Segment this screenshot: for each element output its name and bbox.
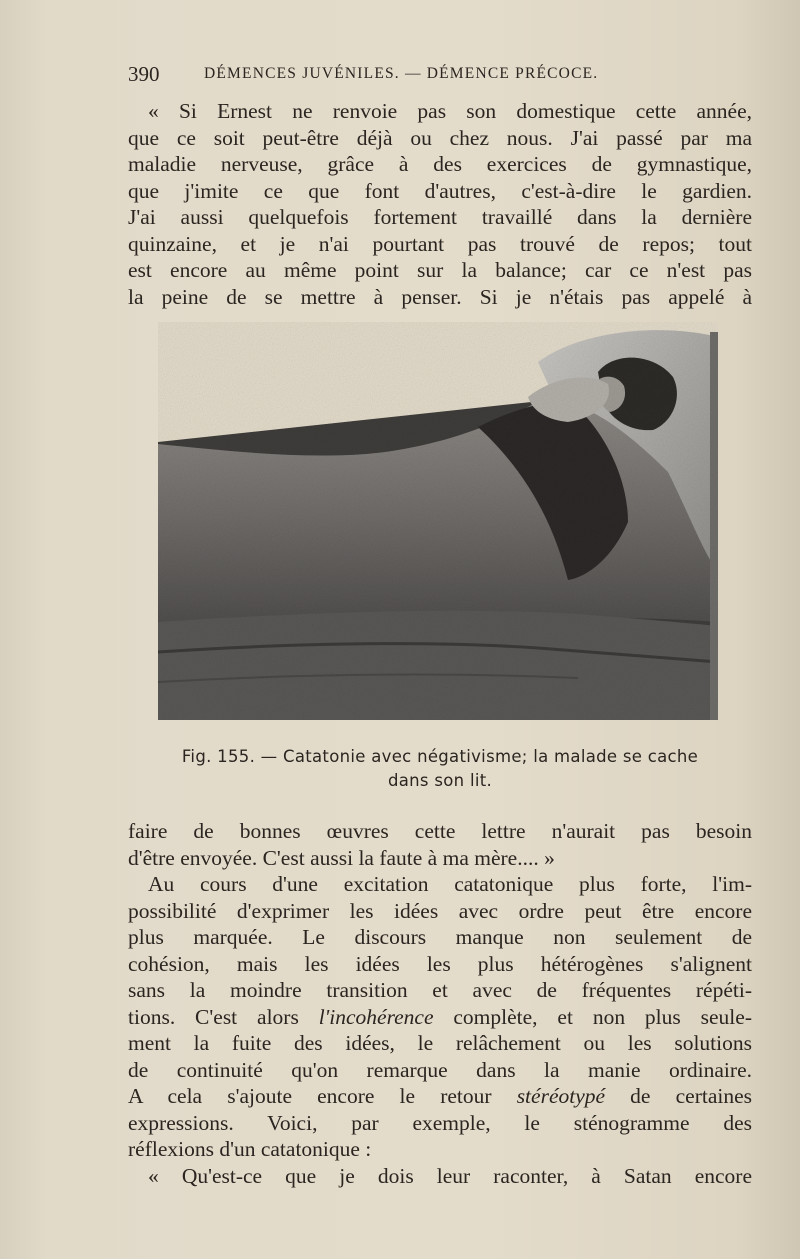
text-line: Au cours d'une excitation catatonique plus forte, l'im- xyxy=(148,872,752,896)
paragraph-letter-quote xyxy=(128,98,752,310)
running-head: DÉMENCES JUVÉNILES. — DÉMENCE PRÉCOCE. xyxy=(204,65,599,82)
emphasis-incoherence: l'incohérence xyxy=(318,1004,434,1029)
text-segment: complète, et non plus seule- xyxy=(433,1004,752,1029)
emphasis-stereotype: stéréotypé xyxy=(516,1084,606,1108)
text-line: plus marquée. Le discours manque non seulement de xyxy=(128,925,752,949)
text-line: ment la fuite des idées, le relâchement ou les solutions xyxy=(128,1031,752,1055)
text-segment: A cela s'ajoute encore le retour xyxy=(128,1084,517,1108)
text-line: que ce soit peut-être déjà ou chez nous. J'ai passé par ma xyxy=(128,125,752,150)
text-line: que j'imite ce que font d'autres, c'est-à-dire le gardien. xyxy=(128,178,752,203)
text-line: faire de bonnes œuvres cette lettre n'aurait pas besoin xyxy=(128,819,752,843)
figure-photograph xyxy=(158,322,718,720)
text-line: J'ai aussi quelquefois fortement travaillé dans la dernière xyxy=(128,205,752,229)
text-line xyxy=(128,1004,752,1031)
text-line: cohésion, mais les idées les plus hétérogènes s'alignent xyxy=(128,951,752,976)
text-line: de continuité qu'on remarque dans la manie ordinaire. xyxy=(128,1057,752,1082)
text-line: possibilité d'exprimer les idées avec ordre peut être encore xyxy=(128,898,752,923)
text-line: réflexions d'un catatonique : xyxy=(128,1137,372,1161)
page-number: 390 xyxy=(128,62,160,86)
text-line: quinzaine, et je n'ai pourtant pas trouvé de repos; tout xyxy=(128,231,752,256)
text-line: expressions. Voici, par exemple, le sténogramme des xyxy=(128,1110,752,1135)
figure-caption xyxy=(160,745,720,793)
text-line: la peine de se mettre à penser. Si je n'étais pas appelé à xyxy=(128,284,752,309)
catatonia-photo-illustration xyxy=(158,322,718,720)
text-line: d'être envoyée. C'est aussi la faute à ma mère.... » xyxy=(128,845,555,870)
text-segment: tions. C'est alors xyxy=(128,1004,319,1029)
text-line: maladie nerveuse, grâce à des exercices de gymnastique, xyxy=(128,152,752,176)
page-header xyxy=(128,62,758,88)
text-segment: de certaines xyxy=(605,1084,753,1108)
text-line: sans la moindre transition et avec de fréquentes répéti- xyxy=(128,978,752,1002)
caption-line: dans son lit. xyxy=(387,771,493,790)
text-line: est encore au même point sur la balance; car ce n'est pas xyxy=(128,258,752,282)
text-line: « Qu'est-ce que je dois leur raconter, à Satan encore xyxy=(148,1163,752,1188)
text-line xyxy=(128,1083,752,1110)
paragraph-incoherence xyxy=(128,818,752,1189)
text-line: « Si Ernest ne renvoie pas son domestique cette année, xyxy=(148,99,752,123)
caption-line: Fig. 155. — Catatonie avec négativisme; la malade se cache xyxy=(181,747,699,766)
